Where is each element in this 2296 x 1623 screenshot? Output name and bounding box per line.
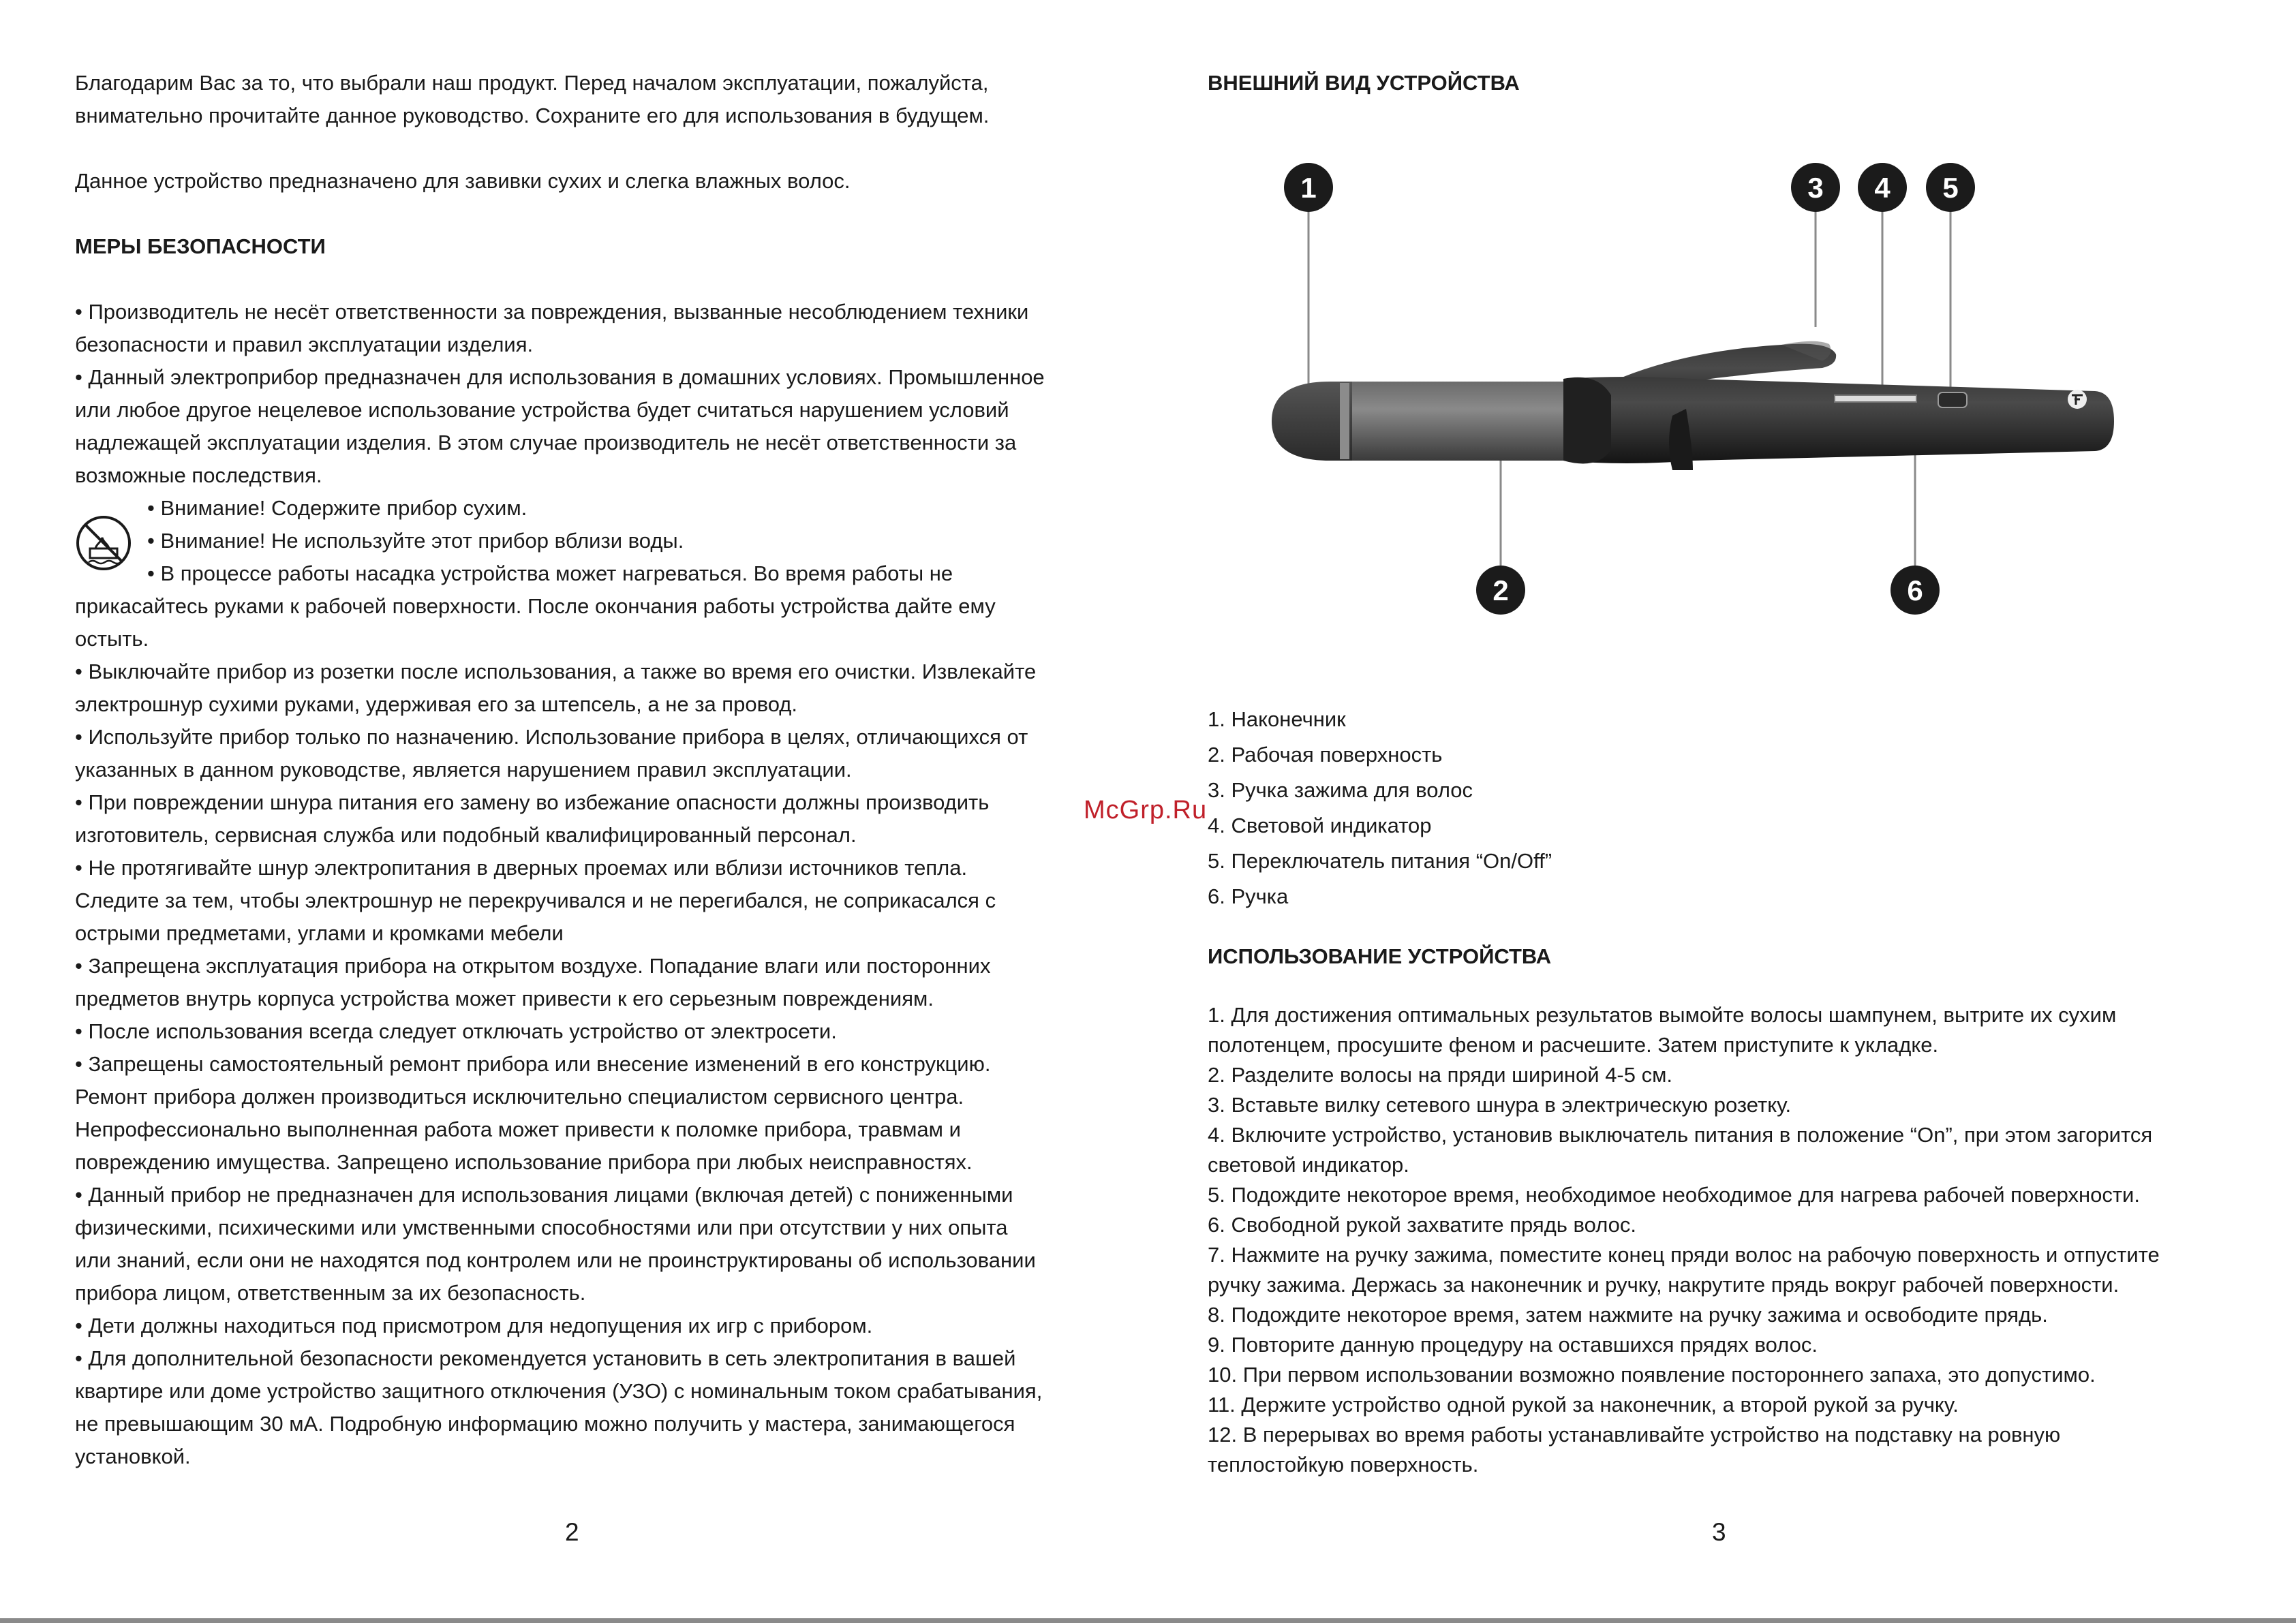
safety-line: повреждению имущества. Запрещено использование прибора при любых неисправностях. bbox=[75, 1150, 973, 1174]
usage-line: 10. При первом использовании возможно появление постороннего запаха, это допустимо. bbox=[1208, 1363, 2096, 1387]
purpose-text: Данное устройство предназначено для завивки сухих и слегка влажных волос. bbox=[75, 169, 851, 193]
page-number-2: 2 bbox=[565, 1518, 579, 1546]
safety-line: остыть. bbox=[75, 627, 149, 651]
safety-line: надлежащей эксплуатации изделия. В этом случае производитель не несёт ответственности за bbox=[75, 431, 1017, 454]
safety-line: острыми предметами, углами и кромками мебели bbox=[75, 921, 564, 945]
intro-line-2: внимательно прочитайте данное руководство. Сохраните его для использования в будущем. bbox=[75, 104, 990, 127]
page-number-3: 3 bbox=[1712, 1518, 1726, 1546]
safety-line: • Выключайте прибор из розетки после использования, а также во время его очистки. Извлекайте bbox=[75, 660, 1037, 683]
brand-logo-icon bbox=[2068, 390, 2087, 409]
safety-line: физическими, психическими или умственными способностями или при отсутствии у них опыта bbox=[75, 1216, 1008, 1239]
safety-line: • Не протягивайте шнур электропитания в дверных проемах или вблизи источников тепла. bbox=[75, 856, 968, 880]
safety-line: • При повреждении шнура питания его замену во избежание опасности должны производить bbox=[75, 790, 990, 814]
usage-line: 11. Держите устройство одной рукой за наконечник, а второй рукой за ручку. bbox=[1208, 1393, 1959, 1417]
callout-2 bbox=[1476, 566, 1525, 615]
part-item: 1. Наконечник bbox=[1208, 707, 1346, 731]
safety-line: не превышающим 30 мА. Подробную информацию можно получить у мастера, занимающегося bbox=[75, 1412, 1015, 1436]
safety-line: • Для дополнительной безопасности рекомендуется установить в сеть электропитания в вашей bbox=[75, 1346, 1016, 1370]
safety-line: • После использования всегда следует отключать устройство от электросети. bbox=[75, 1019, 837, 1043]
no-water-icon bbox=[75, 514, 132, 572]
safety-line: установкой. bbox=[75, 1444, 191, 1468]
safety-line: электрошнур сухими руками, удерживая его за штепсель, а не за провод. bbox=[75, 692, 797, 716]
usage-line: 8. Подождите некоторое время, затем нажмите на ручку зажима и освободите прядь. bbox=[1208, 1303, 2048, 1327]
bottom-divider bbox=[0, 1618, 2296, 1623]
callout-1 bbox=[1284, 163, 1333, 212]
safety-line: или знаний, если они не находятся под контролем или не проинструктированы об использовании bbox=[75, 1248, 1036, 1272]
usage-line: ручку зажима. Держась за наконечник и ручку, накрутите прядь вокруг рабочей поверхности. bbox=[1208, 1273, 2119, 1297]
usage-line: 6. Свободной рукой захватите прядь волос. bbox=[1208, 1213, 1637, 1237]
handle bbox=[1563, 377, 2114, 463]
part-item: 5. Переключатель питания “On/Off” bbox=[1208, 849, 1552, 873]
safety-line: предметов внутрь корпуса устройства может привести к его серьезным повреждениям. bbox=[75, 987, 934, 1010]
svg-text:4: 4 bbox=[1874, 172, 1891, 204]
svg-text:1: 1 bbox=[1300, 172, 1317, 204]
part-item: 3. Ручка зажима для волос bbox=[1208, 778, 1473, 802]
safety-line: безопасности и правил эксплуатации изделия. bbox=[75, 333, 534, 356]
appearance-title: ВНЕШНИЙ ВИД УСТРОЙСТВА bbox=[1208, 71, 1520, 95]
part-item: 6. Ручка bbox=[1208, 884, 1289, 908]
callout-4 bbox=[1858, 163, 1907, 212]
usage-title: ИСПОЛЬЗОВАНИЕ УСТРОЙСТВА bbox=[1208, 944, 1552, 968]
callout-6 bbox=[1891, 566, 1940, 615]
usage-line: 3. Вставьте вилку сетевого шнура в электрическую розетку. bbox=[1208, 1093, 1792, 1117]
watermark: McGrp.Ru bbox=[1084, 796, 1208, 824]
safety-line: квартире или доме устройство защитного отключения (УЗО) с номинальным током срабатывания, bbox=[75, 1379, 1043, 1403]
usage-line: 12. В перерывах во время работы устанавливайте устройство на подставку на ровную bbox=[1208, 1423, 2061, 1447]
safety-line: прикасайтесь руками к рабочей поверхности. После окончания работы устройства дайте ему bbox=[75, 594, 996, 618]
curling-iron-diagram bbox=[1148, 0, 2296, 654]
indicator-light bbox=[1835, 395, 1916, 402]
safety-line: изготовитель, сервисная служба или подобный квалифицированный персонал. bbox=[75, 823, 857, 847]
usage-line: световой индикатор. bbox=[1208, 1153, 1409, 1177]
safety-line: • Производитель не несёт ответственности за повреждения, вызванные несоблюдением техники bbox=[75, 300, 1029, 324]
safety-line: • Внимание! Содержите прибор сухим. bbox=[147, 496, 527, 520]
safety-line: • Используйте прибор только по назначению. Использование прибора в целях, отличающихся от bbox=[75, 725, 1028, 749]
safety-line: возможные последствия. bbox=[75, 463, 322, 487]
safety-line: • Дети должны находиться под присмотром для недопущения их игр с прибором. bbox=[75, 1314, 873, 1338]
safety-line: • Внимание! Не используйте этот прибор вблизи воды. bbox=[147, 529, 684, 553]
usage-line: полотенцем, просушите феном и расчешите. Затем приступите к укладке. bbox=[1208, 1033, 1939, 1057]
safety-line: • Данный прибор не предназначен для использования лицами (включая детей) с пониженными bbox=[75, 1183, 1013, 1207]
safety-line: Следите за тем, чтобы электрошнур не перекручивался и не перегибался, не соприкасался с bbox=[75, 888, 996, 912]
safety-line: или любое другое нецелевое использование устройства будет считаться нарушением условий bbox=[75, 398, 1009, 422]
safety-line: прибора лицом, ответственным за их безопасность. bbox=[75, 1281, 586, 1305]
callout-3 bbox=[1791, 163, 1840, 212]
svg-text:5: 5 bbox=[1942, 172, 1959, 204]
safety-title: МЕРЫ БЕЗОПАСНОСТИ bbox=[75, 234, 326, 258]
working-surface bbox=[1330, 382, 1576, 461]
safety-line: указанных в данном руководстве, является нарушением правил эксплуатации. bbox=[75, 758, 852, 782]
safety-line: Ремонт прибора должен производиться исключительно специалистом сервисного центра. bbox=[75, 1085, 964, 1109]
svg-text:2: 2 bbox=[1493, 574, 1509, 606]
part-item: 2. Рабочая поверхность bbox=[1208, 743, 1443, 767]
usage-line: теплостойкую поверхность. bbox=[1208, 1453, 1479, 1477]
right-page bbox=[1148, 0, 2296, 1623]
callout-5 bbox=[1926, 163, 1975, 212]
usage-line: 1. Для достижения оптимальных результатов вымойте волосы шампунем, вытрите их сухим bbox=[1208, 1003, 2117, 1027]
usage-line: 5. Подождите некоторое время, необходимое необходимое для нагрева рабочей поверхности. bbox=[1208, 1183, 2140, 1207]
safety-line: Непрофессионально выполненная работа может привести к поломке прибора, травмам и bbox=[75, 1117, 961, 1141]
usage-line: 4. Включите устройство, установив выключатель питания в положение “On”, при этом загорится bbox=[1208, 1123, 2153, 1147]
usage-line: 2. Разделите волосы на пряди шириной 4-5 см. bbox=[1208, 1063, 1673, 1087]
svg-text:3: 3 bbox=[1807, 172, 1824, 204]
svg-text:6: 6 bbox=[1907, 574, 1923, 606]
usage-line: 9. Повторите данную процедуру на оставшихся прядях волос. bbox=[1208, 1333, 1818, 1357]
part-item: 4. Световой индикатор bbox=[1208, 814, 1432, 837]
safety-line: • Запрещены самостоятельный ремонт прибора или внесение изменений в его конструкцию. bbox=[75, 1052, 991, 1076]
usage-line: 7. Нажмите на ручку зажима, поместите конец пряди волос на рабочую поверхность и отпустите bbox=[1208, 1243, 2160, 1267]
safety-line: • Запрещена эксплуатация прибора на открытом воздухе. Попадание влаги или посторонних bbox=[75, 954, 991, 978]
safety-line: • В процессе работы насадка устройства может нагреваться. Во время работы не bbox=[147, 561, 953, 585]
safety-line: • Данный электроприбор предназначен для использования в домашних условиях. Промышленное bbox=[75, 365, 1045, 389]
power-switch bbox=[1938, 392, 1967, 407]
intro-line-1: Благодарим Вас за то, что выбрали наш продукт. Перед началом эксплуатации, пожалуйста, bbox=[75, 71, 989, 95]
